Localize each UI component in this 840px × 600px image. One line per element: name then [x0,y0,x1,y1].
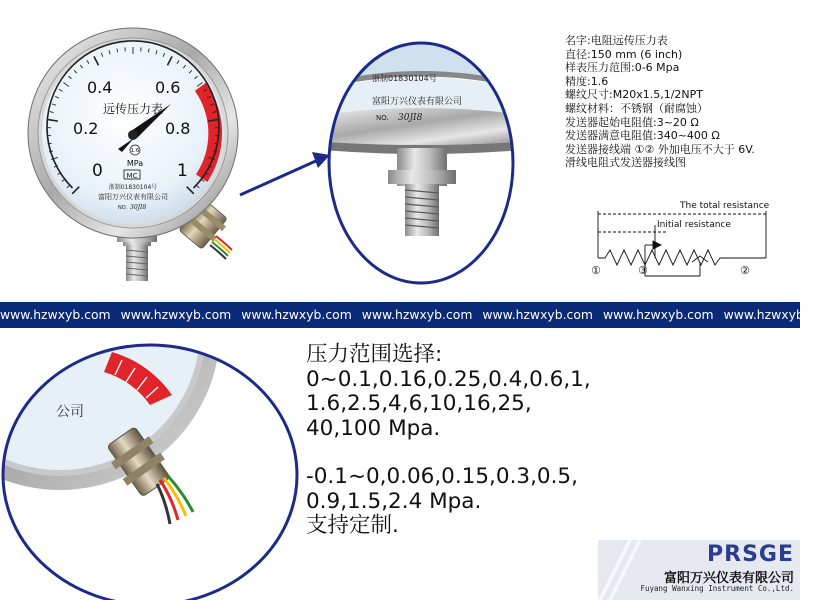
spec-full-resistance: 发送器满意电阻值:340~400 Ω [565,129,720,143]
spec-range: 样表压力范围:0-6 Mpa [565,61,680,75]
wiring-terminal-1: ① [591,264,601,277]
range-custom-note: 支持定制. [306,513,399,538]
wiring-terminal-3: ③ [638,264,648,277]
gauge-tick-label-0.6: 0.6 [155,78,181,97]
spec-thread-material: 螺纹材料：不锈钢（耐腐蚀） [565,101,708,115]
url-link[interactable]: www.hzwxyb.com [120,307,232,322]
gauge-tick-label-1: 1 [177,161,188,181]
spec-start-resistance: 发送器起始电阻值:3~20 Ω [565,115,699,129]
url-link[interactable]: www.hzwxyb.com [0,307,111,322]
zoom-company: 富阳万兴仪表有限公司 [372,97,463,107]
gauge-accuracy: 1.6 [130,148,140,154]
gauge-unit: MPa [126,159,144,168]
url-link[interactable]: www.hzwxyb.com [361,307,473,322]
gauge-title: 远传压力表 [102,102,164,116]
gauge-serial-label: NO. [118,205,128,211]
connector-detail-illustration [0,330,300,600]
company-name-cn: 富阳万兴仪表有限公司 [663,571,794,586]
url-link[interactable]: www.hzwxyb.com [482,307,594,322]
gauge-tick-label-0: 0 [92,161,103,181]
spec-list [565,34,795,170]
spec-diameter: 直径:150 mm (6 inch) [565,47,683,61]
range-positive-line-1: 0~0.1,0.16,0.25,0.4,0.6,1, [306,366,591,392]
pressure-range-text [306,343,646,539]
range-positive-line-3: 40,100 Mpa. [306,415,441,441]
spec-thread-size: 螺纹尺寸:M20x1.5,1/2NPT [565,88,703,102]
spec-name: 名字:电阻远传压力表 [565,34,668,47]
gauge-mark: MC [126,172,138,180]
range-positive-line-2: 1.6,2.5,4,6,10,16,25, [306,391,532,416]
wiring-initial-resistance: Initial resistance [657,220,731,230]
zoom-serial-label: NO. [376,114,389,122]
wiring-terminal-2: ② [740,264,750,277]
range-heading: 压力范围选择: [306,342,443,367]
gauge-tick-label-0.4: 0.4 [87,78,113,97]
spec-wiring-title: 滑线电阻式发送器接线图 [565,156,686,170]
range-negative-line-1: -0.1~0,0.06,0.15,0.3,0.5, [306,464,578,489]
zoom-license: 浙制01830104号 [372,74,437,83]
company-name-en: Fuyang Wanxing Instrument Co.,Ltd. [640,584,794,593]
url-link[interactable]: www.hzwxyb.com [602,307,714,322]
wiring-total-resistance: The total resistance [680,201,770,211]
gauge-company: 富阳万兴仪表有限公司 [98,193,168,201]
gauge-tick-label-0.2: 0.2 [73,119,99,138]
url-band [0,302,835,328]
gauge-serial: 30JI8 [130,204,147,211]
url-link[interactable]: www.hzwxyb.com [723,307,835,322]
spec-terminal-voltage: 发送器接线端 ①② 外加电压不大于 6V. [565,142,755,156]
gauge-tick-label-0.8: 0.8 [165,119,191,138]
spec-accuracy: 精度:1.6 [565,74,609,88]
zoom-arrow [240,152,330,195]
range-negative-line-2: 0.9,1.5,2.4 Mpa. [306,488,482,514]
detail-company-fragment: 公司 [56,404,84,420]
gauge-pivot [128,130,138,140]
brand-logo: PRSGE [707,542,794,567]
gauge-license: 浙制01830104号 [108,184,158,191]
zoom-serial: 30JI8 [398,113,423,123]
url-link[interactable]: www.hzwxyb.com [241,307,352,322]
